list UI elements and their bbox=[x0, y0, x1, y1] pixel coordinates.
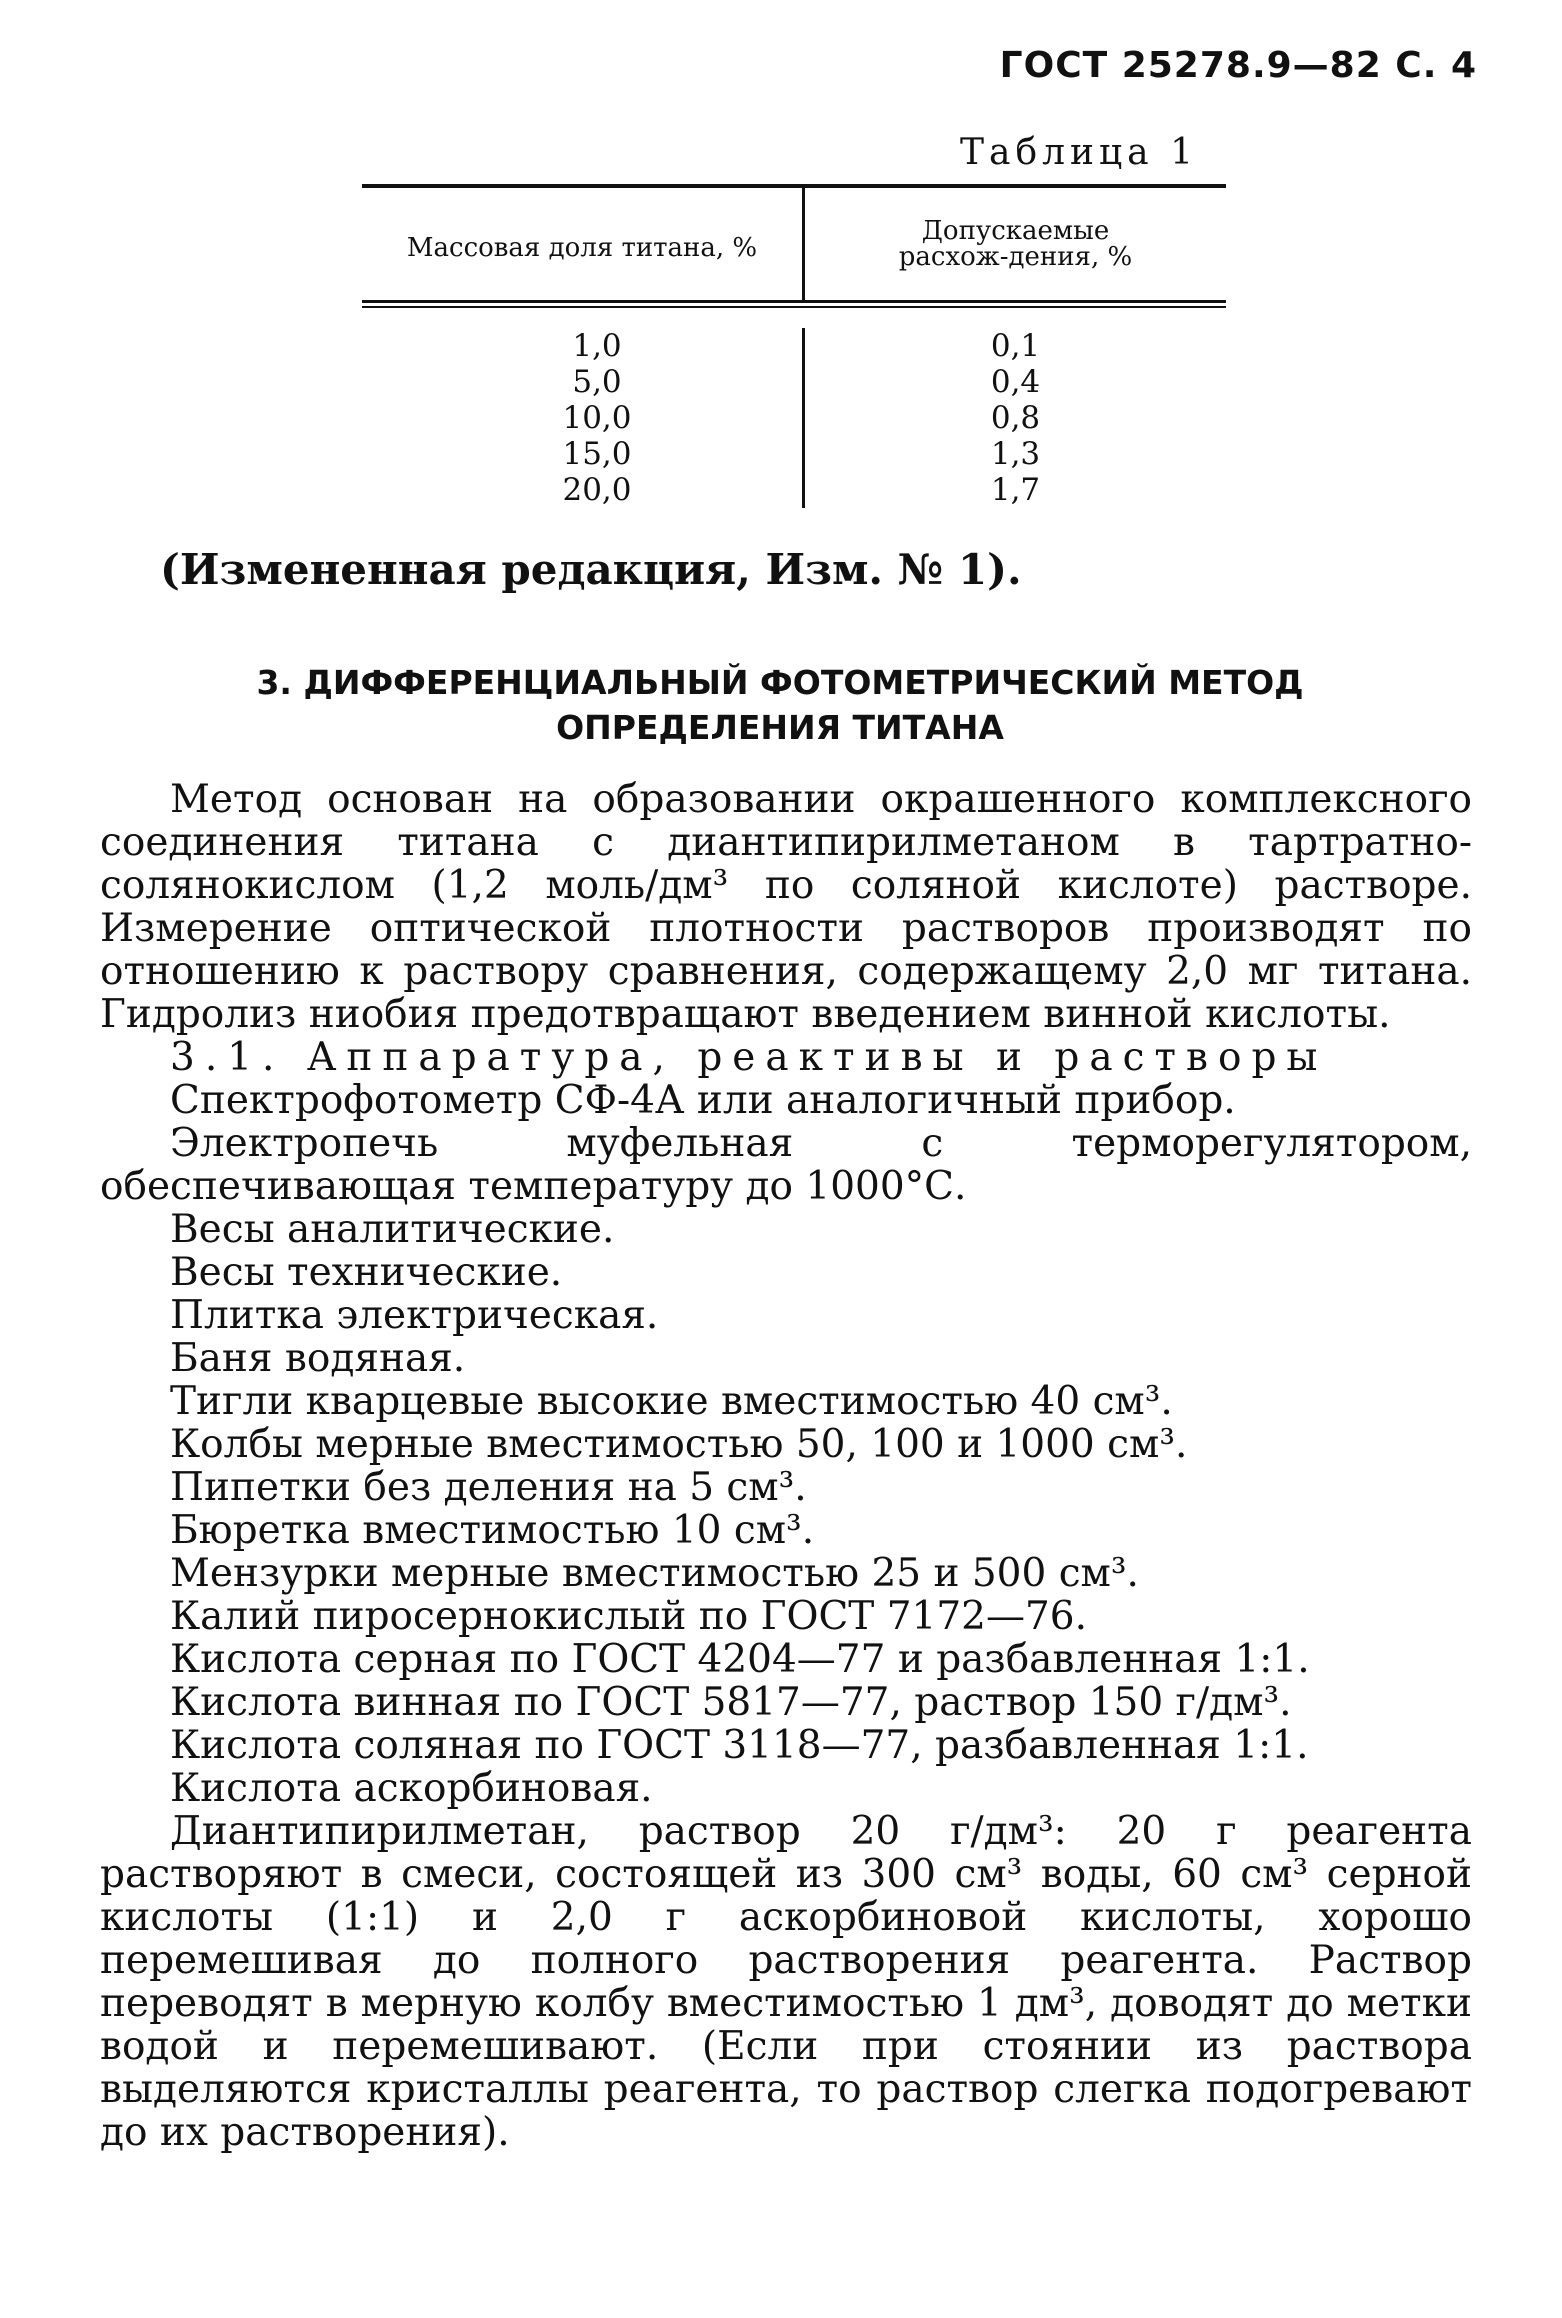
table-cell: 1,7 bbox=[990, 472, 1041, 508]
body-text bbox=[100, 778, 1472, 2154]
table-body bbox=[362, 308, 1226, 512]
list-item: Кислота соляная по ГОСТ 3118—77, разбавленная 1:1. bbox=[170, 1723, 1309, 1768]
table-cell: 0,1 bbox=[990, 328, 1041, 364]
list-item: Бюретка вместимостью 10 см³. bbox=[170, 1508, 815, 1553]
intro-paragraph: Метод основан на образовании окрашенного комплексного соединения титана с диантипирилметаном в тартратно-солянокислом (1,2 моль/дм³ по соляной кислоте) растворе. Измерение оптической плотности растворов производят по отношению к раствору сравнения, содержащему 2,0 мг титана. Гидролиз ниобия предотвращают введением винной кислоты. bbox=[100, 777, 1472, 1037]
col1-header: Массовая доля титана, % bbox=[406, 233, 758, 263]
table-cell: 15,0 bbox=[562, 436, 632, 472]
list-item: Мензурки мерные вместимостью 25 и 500 см³. bbox=[170, 1551, 1139, 1596]
tolerance-table bbox=[362, 184, 1226, 512]
edition-note: (Измененная редакция, Изм. № 1). bbox=[160, 545, 1022, 594]
table-cell: 1,3 bbox=[990, 436, 1041, 472]
table-header-rule bbox=[362, 300, 1226, 308]
section-title-line: 3. ДИФФЕРЕНЦИАЛЬНЫЙ ФОТОМЕТРИЧЕСКИЙ МЕТОД bbox=[256, 663, 1304, 702]
table-cell: 5,0 bbox=[572, 364, 622, 400]
section-title bbox=[160, 660, 1400, 750]
list-item: Весы технические. bbox=[170, 1250, 563, 1295]
col2-values bbox=[802, 328, 1226, 508]
list-item: Кислота винная по ГОСТ 5817—77, раствор 150 г/дм³. bbox=[170, 1680, 1292, 1725]
list-item: Электропечь муфельная с терморегулятором, обеспечивающая температуру до 1000°С. bbox=[100, 1121, 1472, 1209]
list-item: Колбы мерные вместимостью 50, 100 и 1000 см³. bbox=[170, 1422, 1188, 1467]
table-cell: 0,4 bbox=[990, 364, 1041, 400]
table-caption: Таблица 1 bbox=[960, 132, 1198, 173]
reagent-paragraph: Диантипирилметан, раствор 20 г/дм³: 20 г реагента растворяют в смеси, состоящей из 300 см³ воды, 60 см³ серной кислоты (1:1) и 2,0 г аскорбиновой кислоты, хорошо перемешивая до полного растворения реагента. Раствор переводят в мерную колбу вместимостью 1 дм³, доводят до метки водой и перемешивают. (Если при стоянии из раствора выделяются кристаллы реагента, то раствор слегка подогревают до их растворения). bbox=[100, 1809, 1472, 2155]
list-item: Калий пиросернокислый по ГОСТ 7172—76. bbox=[170, 1594, 1087, 1639]
subsection-heading: 3.1. Аппаратура, реактивы и растворы bbox=[170, 1035, 1328, 1080]
table-cell: 1,0 bbox=[572, 328, 622, 364]
col2-header: Допускаемые расхож-дения, % bbox=[802, 188, 1226, 300]
section-title-line: ОПРЕДЕЛЕНИЯ ТИТАНА bbox=[556, 708, 1004, 747]
list-item: Тигли кварцевые высокие вместимостью 40 см³. bbox=[170, 1379, 1173, 1424]
list-item: Кислота серная по ГОСТ 4204—77 и разбавленная 1:1. bbox=[170, 1637, 1310, 1682]
list-item: Баня водяная. bbox=[170, 1336, 466, 1381]
table-cell: 10,0 bbox=[562, 400, 632, 436]
list-item: Спектрофотометр СФ-4А или аналогичный прибор. bbox=[170, 1078, 1236, 1123]
list-item: Плитка электрическая. bbox=[170, 1293, 659, 1338]
table-header-row bbox=[362, 188, 1226, 300]
table-cell: 20,0 bbox=[562, 472, 632, 508]
list-item: Пипетки без деления на 5 см³. bbox=[170, 1465, 807, 1510]
col1-values bbox=[362, 328, 802, 508]
page-header: ГОСТ 25278.9—82 С. 4 bbox=[999, 45, 1477, 86]
list-item: Весы аналитические. bbox=[170, 1207, 615, 1252]
table-cell: 0,8 bbox=[990, 400, 1041, 436]
list-item: Кислота аскорбиновая. bbox=[170, 1766, 653, 1811]
